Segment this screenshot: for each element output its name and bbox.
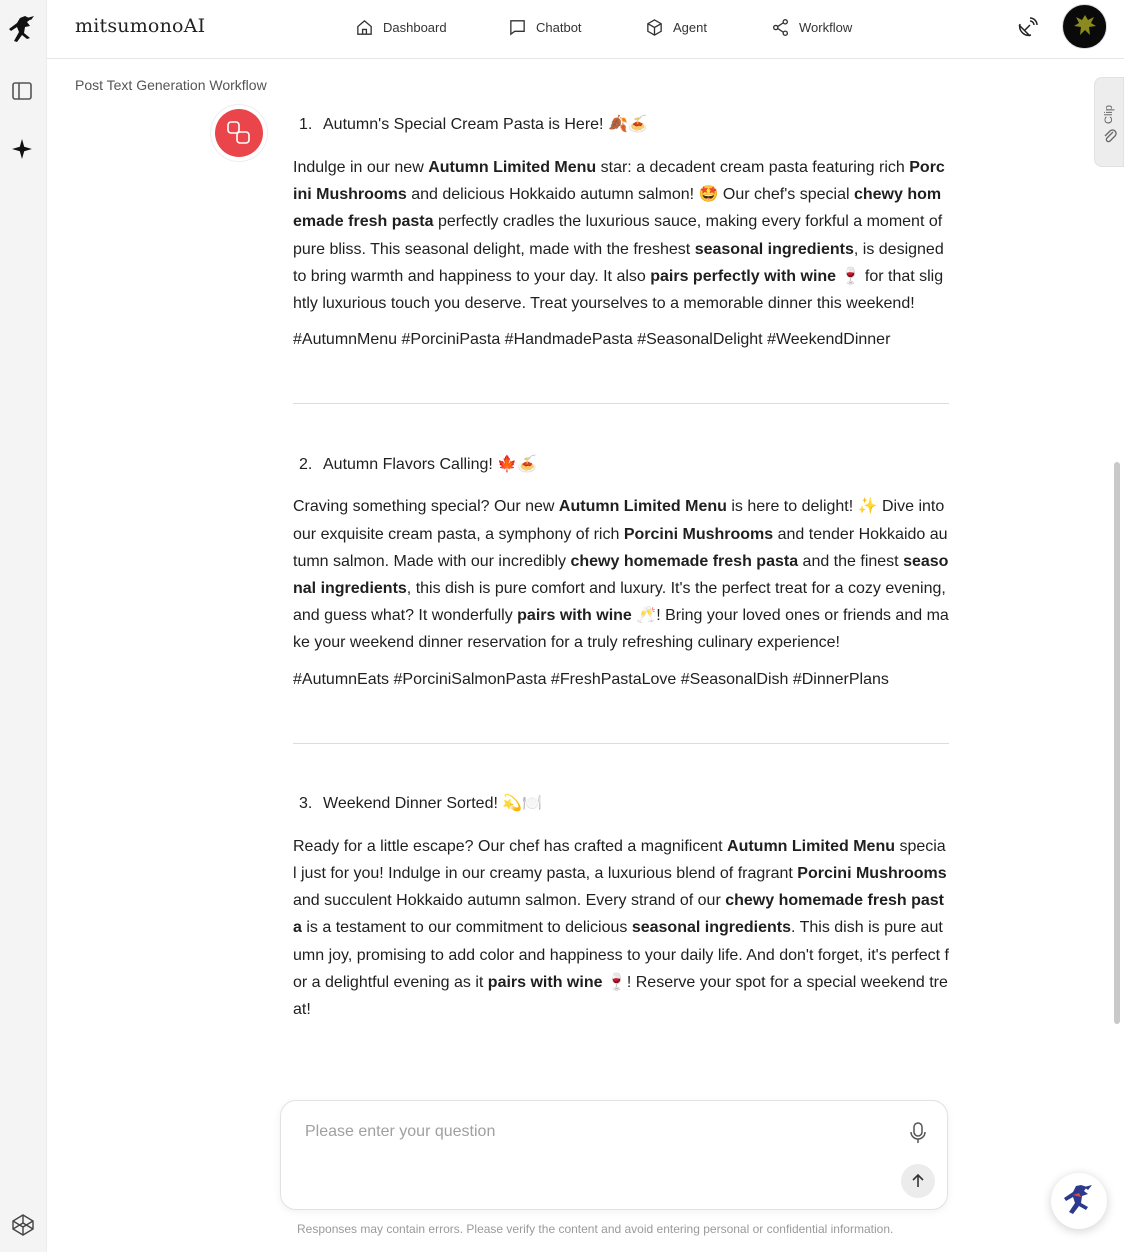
post-body: Ready for a little escape? Our chef has crafted a magnificent Autumn Limited Menu special just for you! Indulge in our creamy pasta, a luxurious blend of fragrant Porcini Mushrooms and succulent Hokkaido autumn salmon. Every strand of our chewy homemade fresh pasta is a testament to our commitment to delicious seasonal ingredients. This dish is pure autumn joy, promising to add color and happiness to your daily life. And don't forget, it's perfect for a delightful evening as it pairs with wine 🍷! Reserve your spot for a special weekend treat! <box>293 837 949 1019</box>
question-composer <box>280 1100 948 1210</box>
bold-phrase: Autumn Limited Menu <box>428 159 597 176</box>
bold-phrase: chewy homemade fresh pasta <box>570 552 799 570</box>
satellite-dish-icon[interactable] <box>1015 16 1039 40</box>
post-item <box>293 451 949 692</box>
post-hashtags: #AutumnEats #PorciniSalmonPasta #FreshPastaLove #SeasonalDish #DinnerPlans <box>293 670 889 688</box>
ninja-mascot-icon <box>1051 1173 1107 1229</box>
bold-phrase: pairs perfectly with wine <box>650 267 837 285</box>
post-item <box>293 112 949 353</box>
assistant-fab-button[interactable] <box>1051 1173 1107 1229</box>
codepen-cube-icon[interactable] <box>11 1213 35 1237</box>
divider <box>293 743 949 744</box>
post-item <box>293 791 949 1023</box>
bold-phrase: Autumn Limited Menu <box>558 498 727 516</box>
post-hashtags: #AutumnMenu #PorciniPasta #HandmadePasta #SeasonalDelight #WeekendDinner <box>293 331 891 349</box>
post-title <box>293 112 949 138</box>
bold-phrase: seasonal ingredients <box>631 919 791 937</box>
nav-agent-label: Agent <box>673 19 707 35</box>
post-title-text: Autumn's Special Cream Pasta is Here! 🍂🍝 <box>323 116 648 134</box>
left-rail <box>0 0 47 1252</box>
sparkle-icon[interactable] <box>11 138 33 160</box>
clip-tab[interactable] <box>1094 77 1124 167</box>
microphone-icon[interactable] <box>908 1121 928 1145</box>
bold-phrase: Porcini Mushrooms <box>797 865 947 883</box>
avatar-figure-icon <box>1063 5 1107 49</box>
post-number: 2. <box>299 455 313 473</box>
nav-dashboard-label: Dashboard <box>383 19 447 35</box>
clip-label: Clip <box>1103 105 1115 124</box>
send-button[interactable] <box>901 1164 935 1198</box>
divider <box>293 403 949 404</box>
message-content <box>293 112 949 1092</box>
post-title-text: Autumn Flavors Calling! 🍁🍝 <box>323 455 538 473</box>
post-number: 1. <box>299 116 313 134</box>
ninja-logo-icon[interactable] <box>7 14 39 48</box>
bold-phrase: Porcini Mushrooms <box>293 159 945 204</box>
bold-phrase: chewy homemade fresh pasta <box>293 892 944 937</box>
post-body: Indulge in our new Autumn Limited Menu star: a decadent cream pasta featuring rich Porcini Mushrooms and delicious Hokkaido autumn salmon! 🤩 Our chef's special chewy homemade fresh pasta perfectly cradles the luxurious sauce, making every forkful a moment of pure bliss. This seasonal delight, made with the freshest seasonal ingredients, is designed to bring warmth and happiness to your day. It also pairs perfectly with wine 🍷 for that slightly luxurious touch you deserve. Treat yourselves to a memorable dinner this weekend! <box>293 159 945 313</box>
post-title <box>293 451 949 477</box>
bold-phrase: Porcini Mushrooms <box>623 525 774 543</box>
workflow-nodes-icon <box>215 109 263 157</box>
share-icon <box>771 18 790 37</box>
nav-dashboard[interactable] <box>355 16 447 38</box>
post-number: 3. <box>299 795 313 813</box>
nav-chatbot-label: Chatbot <box>536 19 582 35</box>
bot-avatar <box>210 104 268 162</box>
bold-phrase: pairs with wine <box>487 973 603 991</box>
nav-workflow[interactable] <box>771 16 852 38</box>
bold-phrase: pairs with wine <box>517 607 632 625</box>
sidebar-toggle-icon[interactable] <box>11 80 33 102</box>
cube-icon <box>645 18 664 37</box>
nav-workflow-label: Workflow <box>799 19 853 35</box>
home-icon <box>355 18 374 37</box>
bold-phrase: seasonal ingredients <box>293 552 949 598</box>
bold-phrase: chewy homemade fresh pasta <box>293 186 942 231</box>
nav-agent[interactable] <box>645 16 707 38</box>
post-body: Craving something special? Our new Autumn Limited Menu is here to delight! ✨ Dive into our exquisite cream pasta, a symphony of rich Porcini Mushrooms and tender Hokkaido autumn salmon. Made with our incredibly chewy homemade fresh pasta and the finest seasonal ingredients, this dish is pure comfort and luxury. It's the perfect treat for a cozy evening, and guess what? It wonderfully pairs with wine 🥂! Bring your loved ones or friends and make your weekend dinner reservation for a truly refreshing culinary experience! <box>293 498 949 652</box>
breadcrumb: Post Text Generation Workflow <box>75 77 267 93</box>
scrollbar-thumb[interactable] <box>1114 462 1120 1024</box>
top-header <box>47 0 1124 59</box>
post-title-text: Weekend Dinner Sorted! 💫🍽️ <box>323 795 543 813</box>
brand-name: mitsumonoAI <box>75 15 206 37</box>
arrow-up-icon <box>909 1172 927 1190</box>
chat-icon <box>508 18 527 37</box>
user-avatar[interactable] <box>1062 4 1107 49</box>
question-input[interactable] <box>305 1123 885 1141</box>
bold-phrase: Autumn Limited Menu <box>727 837 895 855</box>
disclaimer-text: Responses may contain errors. Please verify the content and avoid entering personal or confidential information. <box>297 1222 894 1236</box>
nav-chatbot[interactable] <box>508 16 582 38</box>
paperclip-icon <box>1102 128 1118 144</box>
bold-phrase: seasonal ingredients <box>694 240 854 258</box>
post-title <box>293 791 949 817</box>
